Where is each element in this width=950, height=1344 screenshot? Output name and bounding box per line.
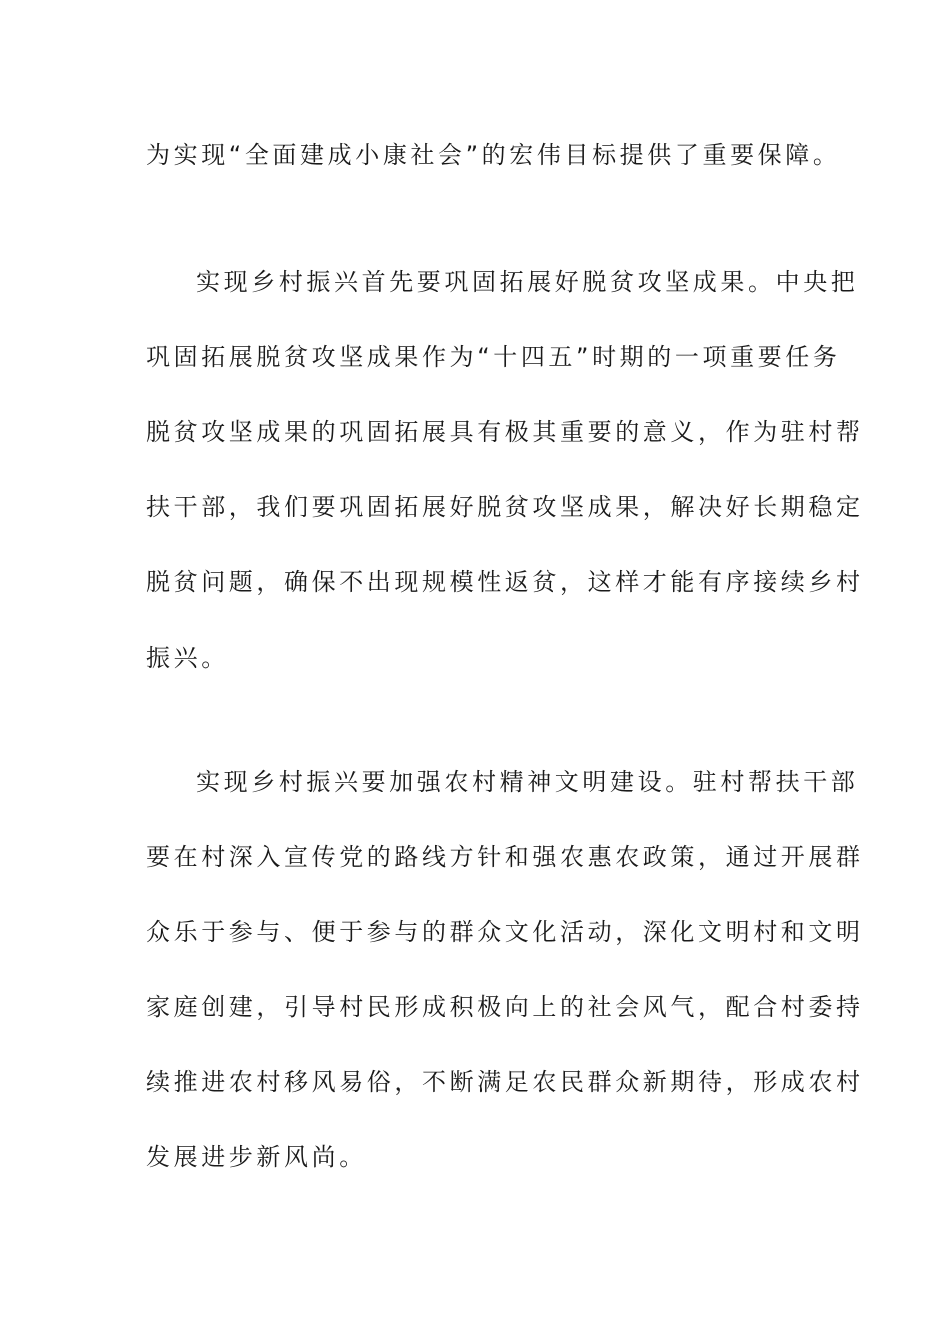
text-line: 扶干部，我们要巩固拓展好脱贫攻坚成果，解决好长期稳定 <box>146 493 864 521</box>
text-line: 众乐于参与、便于参与的群众文化活动，深化文明村和文明 <box>146 918 864 946</box>
text-line: 实现乡村振兴要加强农村精神文明建设。驻村帮扶干部 <box>196 768 859 796</box>
text-line: 振兴。 <box>146 644 229 672</box>
text-line: 续推进农村移风易俗，不断满足农民群众新期待，形成农村 <box>146 1068 864 1096</box>
text-line: 发展进步新风尚。 <box>146 1143 367 1171</box>
text-line: 家庭创建，引导村民形成积极向上的社会风气，配合村委持 <box>146 993 864 1021</box>
text-line: 实现乡村振兴首先要巩固拓展好脱贫攻坚成果。中央把 <box>196 268 859 296</box>
text-line: 脱贫问题，确保不出现规模性返贫，这样才能有序接续乡村 <box>146 568 864 596</box>
text-line: 脱贫攻坚成果的巩固拓展具有极其重要的意义，作为驻村帮 <box>146 418 864 446</box>
text-line: 要在村深入宣传党的路线方针和强农惠农政策，通过开展群 <box>146 843 864 871</box>
text-line: 巩固拓展脱贫攻坚成果作为“十四五”时期的一项重要任务 <box>146 343 841 371</box>
text-line: 为实现“全面建成小康社会”的宏伟目标提供了重要保障。 <box>146 141 841 169</box>
